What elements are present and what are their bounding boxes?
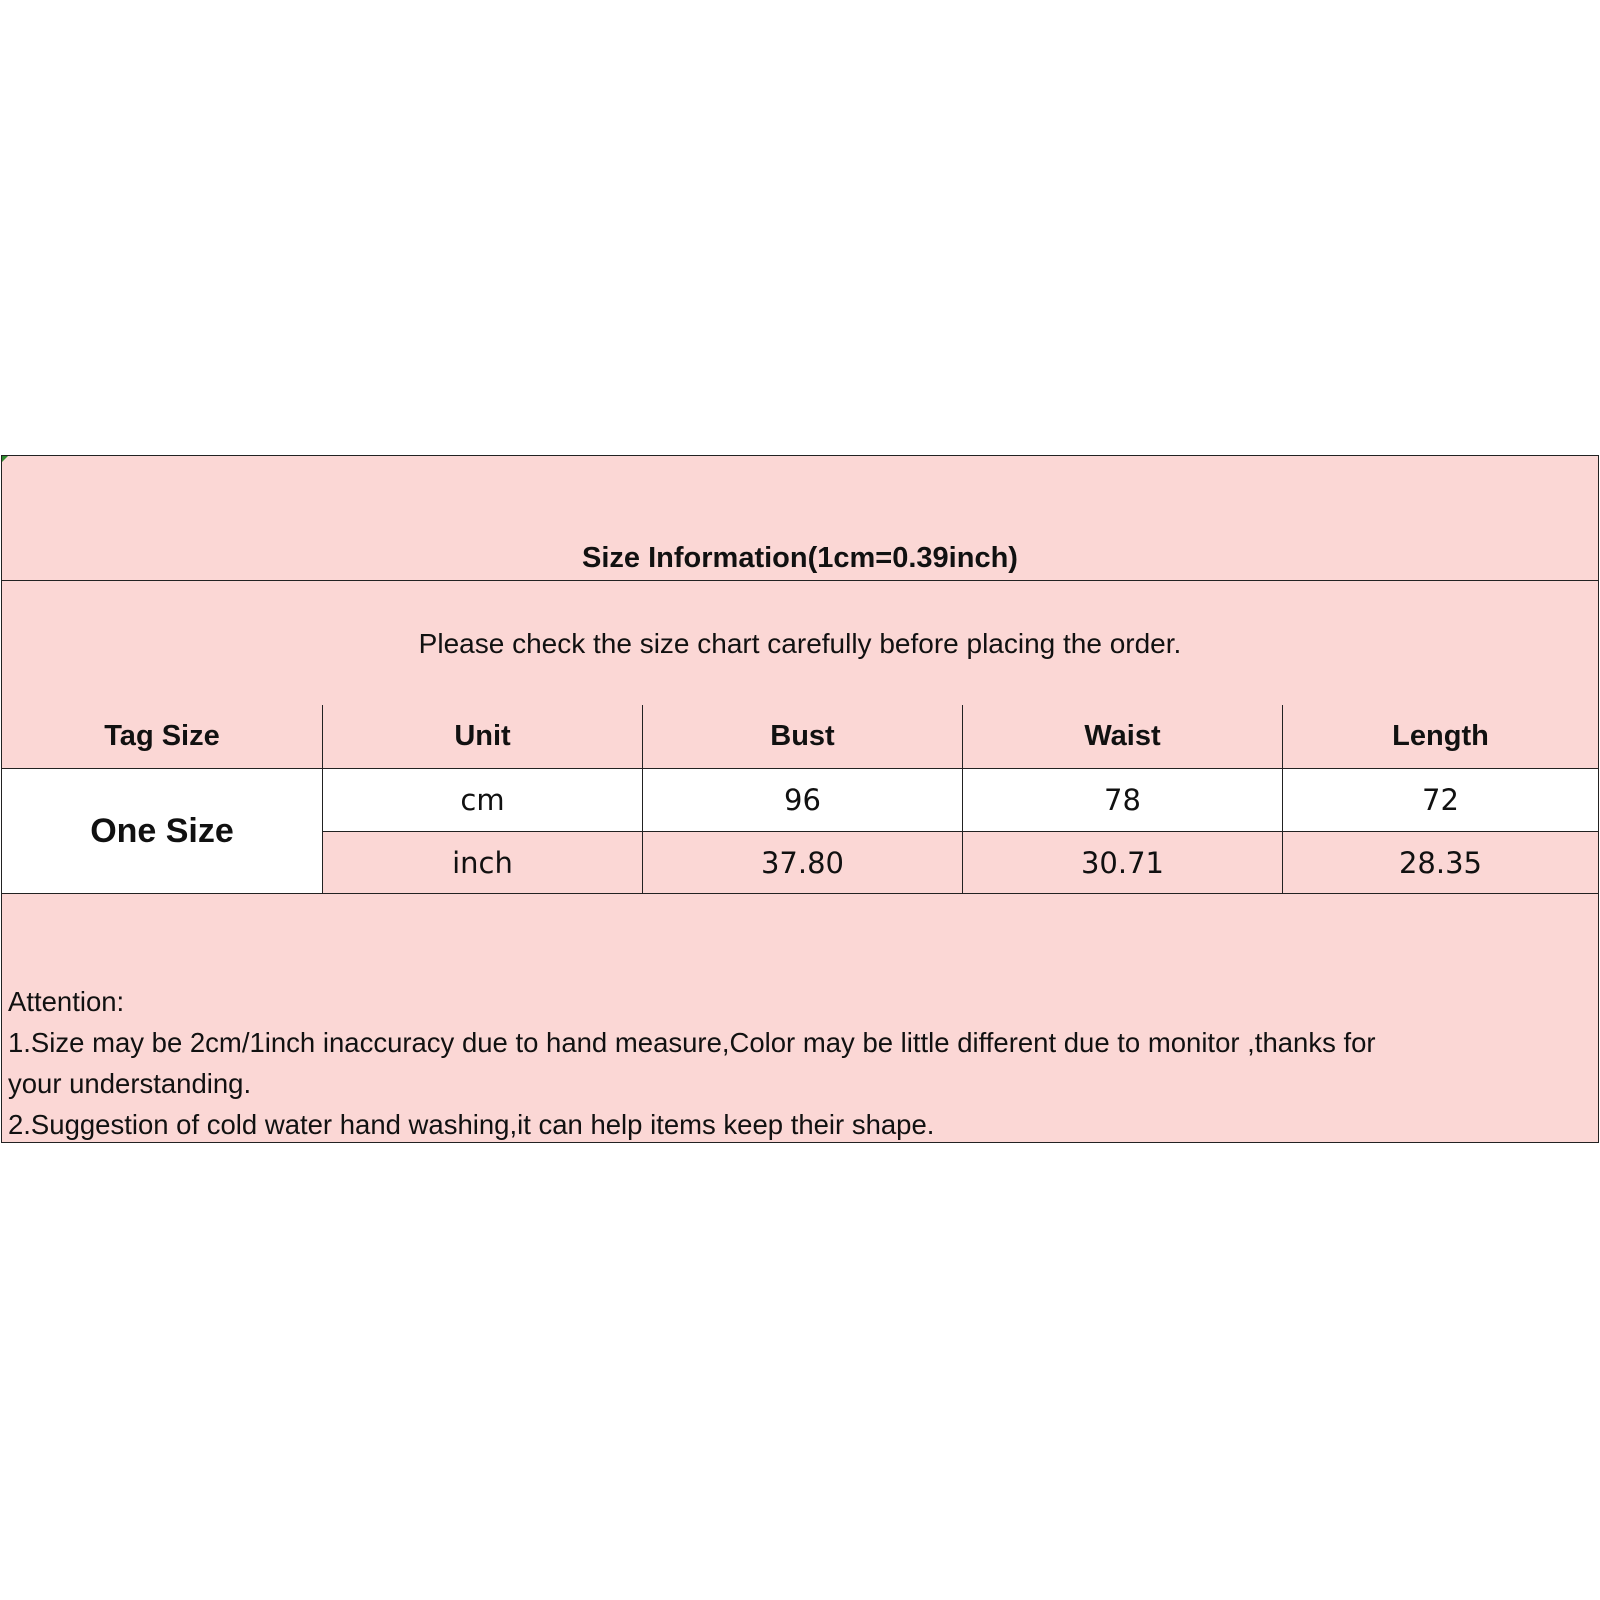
bust-cell: 37.80 (642, 831, 962, 893)
header-unit: Unit (322, 705, 642, 768)
header-bust: Bust (642, 705, 962, 768)
divider (2, 580, 1598, 581)
attention-line-1-continued: your understanding. (8, 1068, 252, 1099)
waist-cell: 30.71 (962, 831, 1282, 893)
size-chart (1, 455, 1599, 1143)
divider (2, 893, 1598, 894)
waist-cell: 78 (962, 769, 1282, 831)
unit-cell: inch (322, 831, 642, 893)
size-notice: Please check the size chart carefully before placing the order. (418, 628, 1182, 659)
tag-size-cell: One Size (2, 769, 322, 893)
attention-line-2: 2.Suggestion of cold water hand washing,it can help items keep their shape. (8, 1109, 935, 1140)
header-waist: Waist (962, 705, 1282, 768)
bust-cell: 96 (642, 769, 962, 831)
attention-notes (8, 981, 1592, 1145)
attention-line-1: 1.Size may be 2cm/1inch inaccuracy due to hand measure,Color may be little different due to monitor ,thanks for (8, 1027, 1376, 1058)
header-tag-size: Tag Size (2, 705, 322, 768)
size-info-title: Size Information(1cm=0.39inch) (582, 542, 1018, 574)
length-cell: 72 (1282, 769, 1598, 831)
corner-marker (2, 456, 8, 462)
length-cell: 28.35 (1282, 831, 1598, 893)
attention-heading: Attention: (8, 986, 125, 1017)
header-length: Length (1282, 705, 1598, 768)
unit-cell: cm (322, 769, 642, 831)
